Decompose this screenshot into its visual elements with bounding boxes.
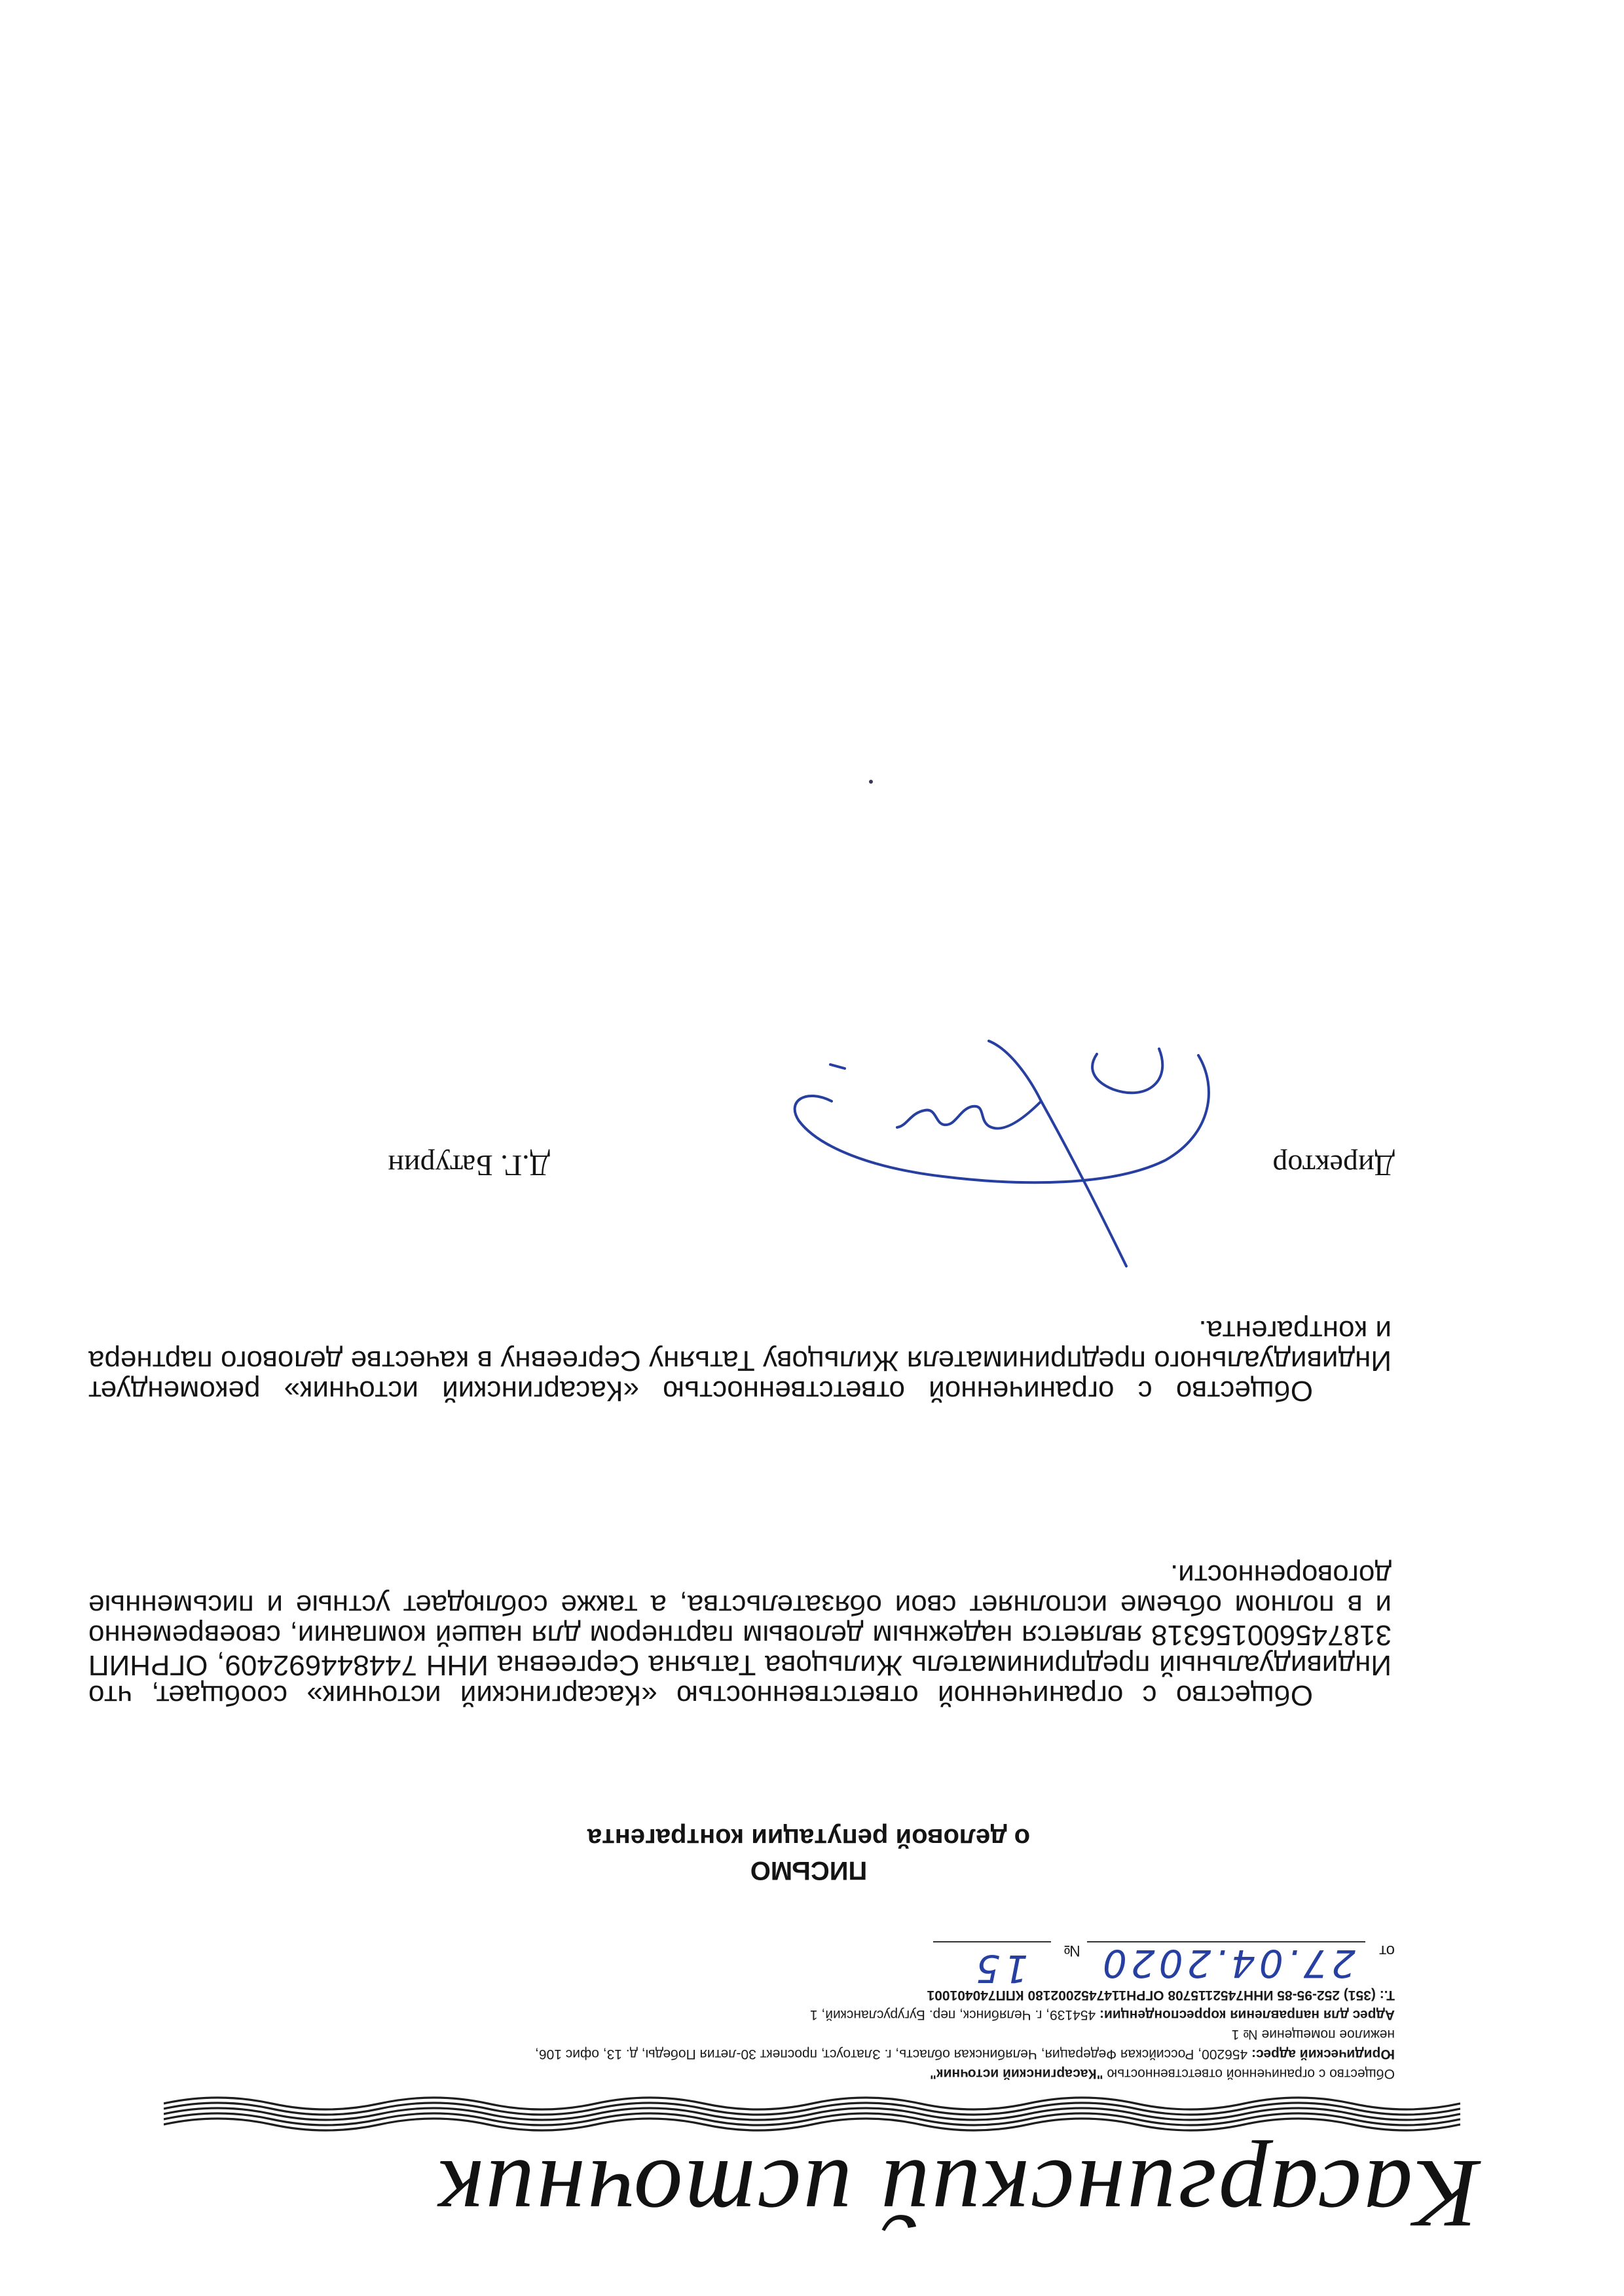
- signer-role: Директор: [1272, 1149, 1395, 1182]
- signer-name: Д.Г. Батурин: [388, 1149, 550, 1182]
- paragraph-2-text: Общество с ограниченной ответственностью «Касаргинский источник» рекомендует Индивидуального предпринимателя Жильцову Татьяну Сергеевну в качестве делового партнера и контрагента.: [88, 1315, 1392, 1407]
- body-paragraph-2: [88, 1315, 1392, 1406]
- paper-mark: [869, 780, 873, 784]
- wave-ornament: [164, 2093, 1460, 2132]
- legal-address-value: 456200, Российская Федерация, Челябинская область, г. Златоуст, проспект 30-летия Победы, д. 13, офис 106,: [535, 2047, 1252, 2062]
- company-logo-text: Касаргинский источник: [435, 2140, 1480, 2248]
- handwritten-date: 27.04.2020: [1098, 1941, 1356, 1986]
- mail-address-label: Адрес для направления корреспонденции:: [1099, 2007, 1395, 2022]
- premises-line: нежилое помещение № 1: [1231, 2027, 1395, 2042]
- title-line-1: ПИСЬМО: [750, 1856, 868, 1885]
- contacts-line: Т.: (351) 252-95-85 ИНН7452115708 ОГРН1147452002180 КПП740401001: [927, 1988, 1395, 2003]
- handwritten-number: 15: [972, 1946, 1028, 1991]
- body-paragraph-1: [88, 1559, 1392, 1710]
- title-line-2: о деловой репутации контрагента: [587, 1823, 1031, 1852]
- paragraph-1-text: Общество с ограниченной ответственностью «Касаргинский источник» сообщает, что Индивидуальный предприниматель Жильцова Татьяна Сергеевна ИНН 744844692409, ОГРНИП 318745600156318 является надежным деловым партнером для нашей компании, своевременно и в полном объеме исполняет свои обязательства, а также соблюдает устные и письменные договоренности.: [88, 1559, 1392, 1711]
- document-title: [452, 1821, 1166, 1887]
- from-label: от: [1379, 1942, 1395, 1959]
- outgoing-number-row: [609, 1936, 1395, 1991]
- legal-address-label: Юридический адрес:: [1251, 2047, 1395, 2062]
- legal-address-line: [151, 2044, 1395, 2064]
- mail-address-line: [151, 2005, 1395, 2024]
- letterhead-details: [151, 1985, 1395, 2083]
- org-name: "Касаргинский источник": [930, 2066, 1103, 2081]
- handwritten-signature: [766, 1023, 1238, 1298]
- org-name-line: [151, 2064, 1395, 2083]
- number-line: [933, 1941, 1051, 1942]
- org-form: Общество с ограниченной ответственностью: [1103, 2066, 1395, 2081]
- mail-address-value: 454139, г. Челябинск, пер. Бугурусланский, 1: [809, 2007, 1099, 2022]
- number-label: №: [1063, 1942, 1080, 1959]
